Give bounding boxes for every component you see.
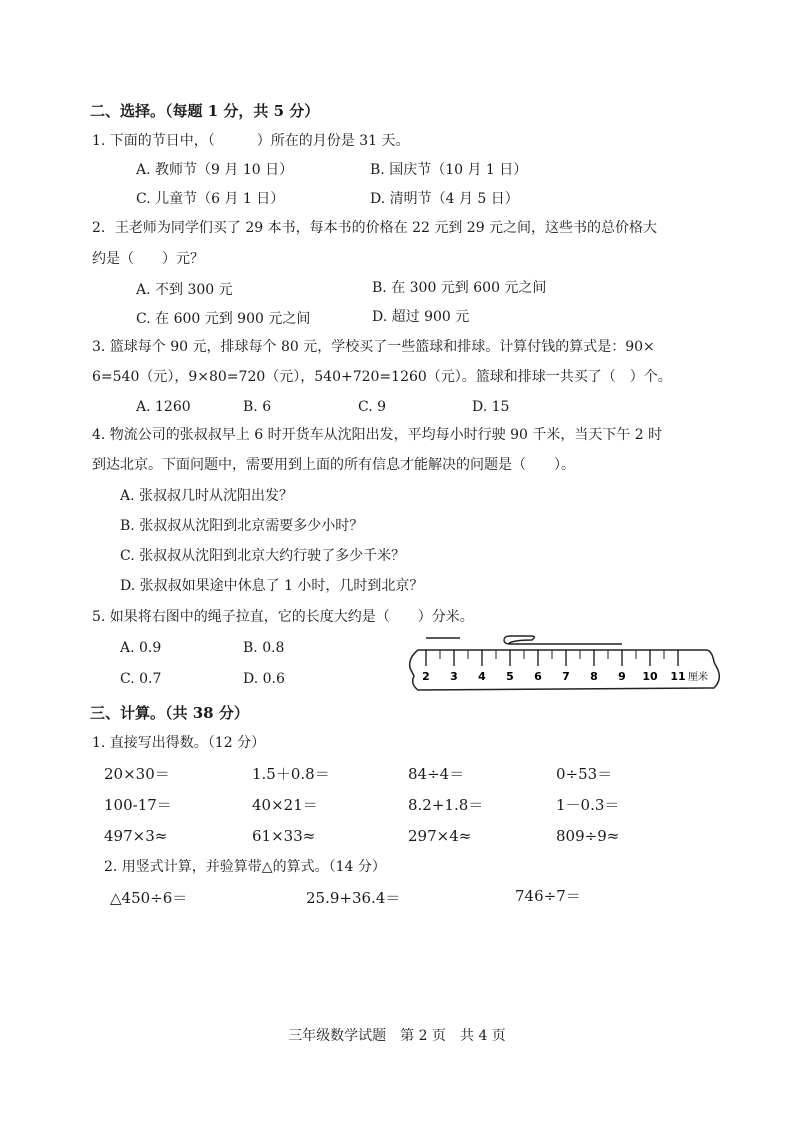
ruler-tick-label: 5 bbox=[506, 670, 514, 683]
q1-option-a: A. 教师节（9 月 10 日） bbox=[136, 162, 294, 178]
q2-stem-line2: 约是（ ）元？ bbox=[92, 251, 204, 267]
q1-option-d: D. 清明节（4 月 5 日） bbox=[370, 191, 519, 207]
q2-stem-line1: 2．王老师为同学们买了 29 本书，每本书的价格在 22 元到 29 元之间，这些书的总价格大 bbox=[92, 220, 658, 236]
q4-option-c: C. 张叔叔从沈阳到北京大约行驶了多少千米？ bbox=[120, 548, 406, 564]
q5-option-b: B. 0.8 bbox=[243, 640, 285, 656]
direct-item: 497×3≈ bbox=[104, 827, 168, 845]
q3-option-b: B. 6 bbox=[243, 399, 272, 415]
ruler-unit-label: 厘米 bbox=[688, 672, 708, 683]
q4-stem-line1: 4. 物流公司的张叔叔早上 6 时开货车从沈阳出发，平均每小时行驶 90 千米，当天下午 2 时 bbox=[92, 427, 663, 443]
direct-item: 0÷53＝ bbox=[556, 765, 613, 783]
direct-item: 297×4≈ bbox=[408, 827, 472, 845]
calc-q1-title: 1. 直接写出得数。（12 分） bbox=[92, 735, 266, 751]
vertical-calc-item: 746÷7＝ bbox=[515, 887, 581, 905]
q4-option-b: B. 张叔叔从沈阳到北京需要多少小时？ bbox=[120, 518, 364, 534]
q2-option-c: C. 在 600 元到 900 元之间 bbox=[136, 311, 311, 327]
q2-option-d: D. 超过 900 元 bbox=[372, 309, 470, 325]
ruler-tick-label: 9 bbox=[618, 670, 626, 683]
q3-option-a: A. 1260 bbox=[136, 399, 191, 415]
ruler-tick-label: 3 bbox=[450, 670, 458, 683]
ruler-tick-label: 8 bbox=[590, 670, 598, 683]
ruler-tick-label: 4 bbox=[478, 670, 486, 683]
q1-option-b: B. 国庆节（10 月 1 日） bbox=[370, 162, 528, 178]
vertical-calc-item: 25.9+36.4＝ bbox=[306, 889, 401, 907]
direct-item: 1.5＋0.8＝ bbox=[252, 765, 330, 783]
ruler-tick-label: 2 bbox=[422, 670, 430, 683]
q4-stem-line2: 到达北京。下面问题中，需要用到上面的所有信息才能解决的问题是（ ）。 bbox=[92, 457, 575, 473]
ruler-with-rope-figure bbox=[408, 628, 726, 700]
q3-option-c: C. 9 bbox=[358, 399, 387, 415]
ruler-ticks bbox=[426, 650, 678, 666]
q5-stem: 5. 如果将右图中的绳子拉直，它的长度大约是（ ）分米。 bbox=[92, 609, 474, 625]
q3-stem-line2: 6=540（元），9×80=720（元），540+720=1260（元）。篮球和排球一共买了（ ）个。 bbox=[92, 369, 672, 385]
vertical-calc-item: △450÷6＝ bbox=[110, 889, 188, 907]
ruler-tick-label: 6 bbox=[534, 670, 542, 683]
ruler-tick-label: 7 bbox=[562, 670, 570, 683]
page-footer: 三年级数学试题 第 2 页 共 4 页 bbox=[288, 1028, 506, 1044]
q4-option-d: D. 张叔叔如果途中休息了 1 小时，几时到北京？ bbox=[120, 578, 424, 594]
direct-item: 100-17＝ bbox=[104, 796, 172, 814]
section-3-heading: 三、计算。（共 38 分） bbox=[90, 704, 249, 722]
direct-item: 809÷9≈ bbox=[556, 827, 620, 845]
direct-item: 1－0.3＝ bbox=[556, 796, 620, 814]
ruler-tick-labels bbox=[422, 670, 708, 683]
calc-q2-title: 2. 用竖式计算，并验算带△的算式。（14 分） bbox=[104, 859, 386, 875]
q2-option-a: A. 不到 300 元 bbox=[136, 282, 233, 298]
section-2-heading: 二、选择。（每题 1 分，共 5 分） bbox=[90, 102, 320, 120]
ruler-tick-label: 10 bbox=[642, 670, 658, 683]
q5-option-d: D. 0.6 bbox=[243, 671, 285, 687]
direct-item: 84÷4＝ bbox=[408, 765, 465, 783]
ruler-tick-label: 11 bbox=[670, 670, 686, 683]
q5-option-a: A. 0.9 bbox=[120, 640, 162, 656]
q4-option-a: A. 张叔叔几时从沈阳出发？ bbox=[120, 488, 294, 504]
q5-option-c: C. 0.7 bbox=[120, 671, 162, 687]
direct-item: 20×30＝ bbox=[104, 765, 170, 783]
q3-stem-line1: 3. 篮球每个 90 元，排球每个 80 元，学校买了一些篮球和排球。计算付钱的算式是：90× bbox=[92, 339, 655, 355]
direct-item: 40×21＝ bbox=[252, 796, 318, 814]
rope-coil bbox=[504, 636, 535, 644]
q3-option-d: D. 15 bbox=[472, 399, 510, 415]
q1-stem: 1. 下面的节日中，（ ）所在的月份是 31 天。 bbox=[92, 133, 410, 149]
direct-item: 61×33≈ bbox=[252, 827, 316, 845]
q1-option-c: C. 儿童节（6 月 1 日） bbox=[136, 191, 285, 207]
q2-option-b: B. 在 300 元到 600 元之间 bbox=[372, 280, 547, 296]
direct-item: 8.2+1.8＝ bbox=[408, 796, 484, 814]
